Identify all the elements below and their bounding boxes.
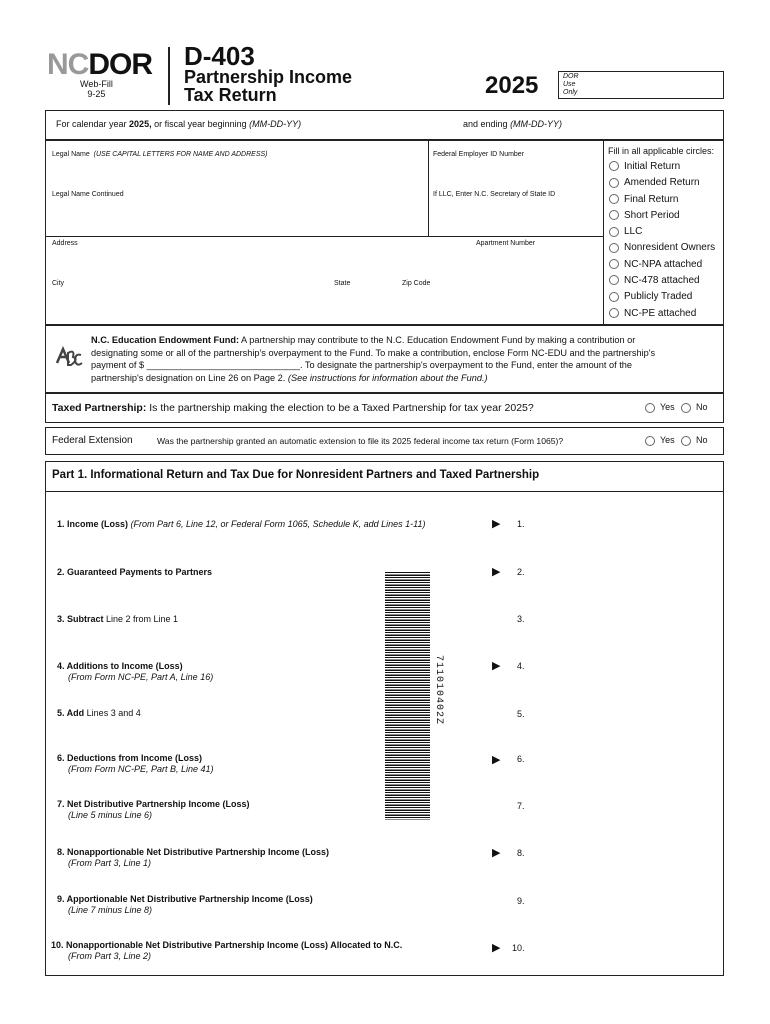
checkbox-nonresident-owners[interactable]: Nonresident Owners (609, 240, 715, 256)
line-4-field[interactable]: 4. (517, 661, 525, 671)
line-4-arrow: ▶ (492, 660, 501, 672)
part1-title: Part 1. Informational Return and Tax Due for Nonresident Partners and Taxed Partnership (52, 469, 540, 481)
line-1-label: 1. Income (Loss) (From Part 6, Line 12, or Federal Form 1065, Schedule K, add Lines 1-11) (57, 519, 426, 529)
line-6-arrow: ▶ (492, 754, 501, 766)
education-fund-logo (53, 345, 83, 371)
period-row (45, 110, 724, 140)
checkbox-nc-478[interactable]: NC-478 attached (609, 273, 715, 289)
line-8-field[interactable]: 8. (517, 848, 525, 858)
line-6-field[interactable]: 6. (517, 754, 525, 764)
line-2-label: 2. Guaranteed Payments to Partners (57, 567, 213, 577)
header-divider (168, 47, 170, 105)
line-9-label: 9. Apportionable Net Distributive Partnership Income (Loss) (Line 7 minus Line 8) (57, 894, 313, 915)
line-6-label: 6. Deductions from Income (Loss) (From Form NC-PE, Part B, Line 41) (57, 753, 214, 774)
line-8-label: 8. Nonapportionable Net Distributive Partnership Income (Loss) (From Part 3, Line 1) (57, 847, 330, 868)
line-2-arrow: ▶ (492, 566, 501, 578)
line-5-label: 5. Add Lines 3 and 4 (57, 708, 141, 718)
line-10-field[interactable]: 10. (512, 943, 525, 953)
checkbox-llc[interactable]: LLC (609, 224, 715, 240)
extension-no-option[interactable]: No (681, 435, 708, 446)
address-field[interactable]: Address (52, 240, 78, 247)
barcode-number: 711010402Z (433, 655, 444, 726)
line-1-arrow: ▶ (492, 518, 501, 530)
legal-name-field[interactable]: Legal Name (USE CAPITAL LETTERS FOR NAME AND ADDRESS) (52, 151, 268, 158)
checkbox-initial-return[interactable]: Initial Return (609, 159, 715, 175)
status-checklist (609, 159, 715, 322)
barcode (385, 572, 430, 820)
form-number: D-403 (184, 41, 255, 71)
checkbox-nc-npa[interactable]: NC-NPA attached (609, 257, 715, 273)
fein-field[interactable]: Federal Employer ID Number (433, 151, 525, 158)
legal-name-continued-field[interactable]: Legal Name Continued (52, 191, 124, 198)
checkbox-nc-pe[interactable]: NC-PE attached (609, 306, 715, 322)
line-2-field[interactable]: 2. (517, 567, 525, 577)
llc-id-field[interactable]: If LLC, Enter N.C. Secretary of State ID (433, 191, 556, 198)
education-fund-text: N.C. Education Endowment Fund: A partnership may contribute to the N.C. Education Endowment Fund by making a contribution or designating some or all of the partnership's overpayment to the Fund. To make a contribution, enclose Form NC-EDU and the partnership's payment of $ ______________________________. To designate the partnership's overpayment to the Fund, enter the amount of the partnership's designation on Line 26 on Page 2. (See instructions for information about the Fund.) (91, 335, 656, 383)
tax-year: 2025 (485, 72, 539, 99)
line-3-field[interactable]: 3. (517, 614, 525, 624)
checkbox-short-period[interactable]: Short Period (609, 208, 715, 224)
zip-field[interactable]: Zip Code (402, 280, 431, 287)
checkbox-final-return[interactable]: Final Return (609, 192, 715, 208)
line-1-field[interactable]: 1. (517, 519, 525, 529)
period-begin-label: For calendar year 2025, or fiscal year beginning (MM-DD-YY) (56, 119, 302, 129)
period-end-label: and ending (MM-DD-YY) (463, 119, 563, 129)
form-title: Partnership Income Tax Return (184, 67, 353, 105)
city-field[interactable]: City (52, 280, 65, 287)
taxed-no-option[interactable]: No (681, 402, 708, 413)
checkbox-amended-return[interactable]: Amended Return (609, 175, 715, 191)
web-fill-label: Web-Fill 9-25 (80, 79, 113, 99)
line-3-label: 3. Subtract Line 2 from Line 1 (57, 614, 179, 624)
line-5-field[interactable]: 5. (517, 709, 525, 719)
checkbox-publicly-traded[interactable]: Publicly Traded (609, 289, 715, 305)
line-8-arrow: ▶ (492, 847, 501, 859)
federal-extension-question: Was the partnership granted an automatic extension to file its 2025 federal income tax return (Form 1065)? (157, 436, 564, 446)
line-7-label: 7. Net Distributive Partnership Income (Loss) (Line 5 minus Line 6) (57, 799, 250, 820)
line-9-field[interactable]: 9. (517, 896, 525, 906)
circles-heading: Fill in all applicable circles: (608, 146, 715, 156)
federal-extension-label: Federal Extension (52, 435, 133, 446)
line-4-label: 4. Additions to Income (Loss) (From Form NC-PE, Part A, Line 16) (57, 661, 214, 682)
taxed-partnership-question: Taxed Partnership: Is the partnership making the election to be a Taxed Partnership for tax year 2025? (52, 402, 534, 414)
ncdor-logo: NCDOR (47, 48, 153, 81)
line-10-label: 10. Nonapportionable Net Distributive Partnership Income (Loss) Allocated to N.C. (From Part 3, Line 2) (51, 940, 403, 961)
taxed-yes-option[interactable]: Yes (645, 402, 675, 413)
line-7-field[interactable]: 7. (517, 801, 525, 811)
line-10-arrow: ▶ (492, 942, 501, 954)
dor-use-box: DOR Use Only (558, 71, 724, 99)
state-field[interactable]: State (334, 280, 351, 287)
extension-yes-option[interactable]: Yes (645, 435, 675, 446)
apartment-field[interactable]: Apartment Number (476, 240, 536, 247)
